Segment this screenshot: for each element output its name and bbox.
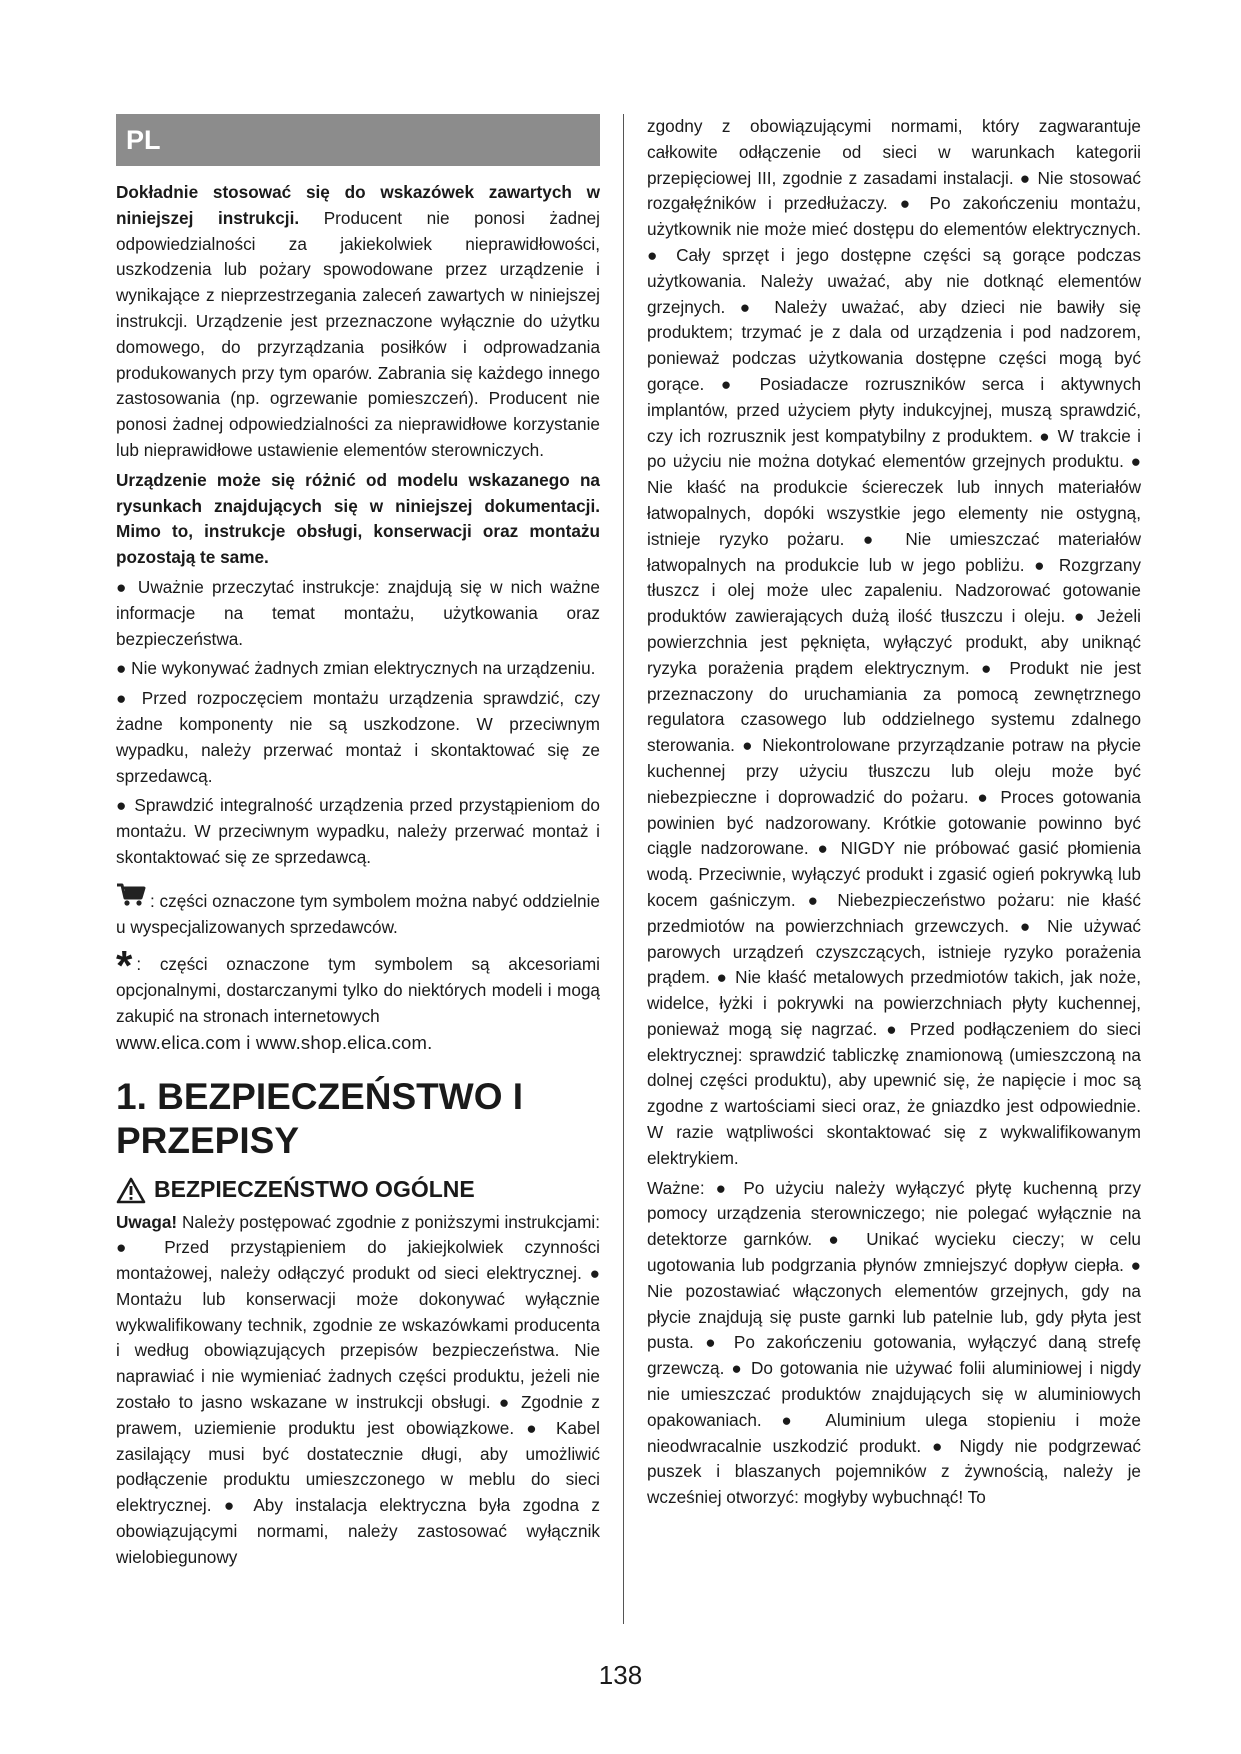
safety-text-left: Należy postępować zgodnie z poniższymi instrukcjami: ● Przed przystąpieniem do jakiejkolwiek czynności montażowej, należy odłączyć produkt od sieci elektrycznej. ● Montażu lub konserwacji może dokonywać wyłącznie wykwalifikowany technik, zgodnie ze wskazówkami producenta i według obowiązujących przepisów bezpieczeństwa. Nie naprawiać i nie wymieniać żadnych części produktu, jeżeli nie zostało to jasno wskazane w instrukcji obsługi. ● Zgodnie z prawem, uziemienie produktu jest obowiązkowe. ● Kabel zasilający musi być dostatecznie długi, aby umożliwić podłączenie produktu umieszczonego w meblu do sieci elektrycznej. ● Aby instalacja elektryczna była zgodna z obowiązującymi normami, należy zastosować wyłącznik wielobiegunowy <box>116 1211 600 1567</box>
column-divider <box>623 114 624 1624</box>
warning-icon <box>116 1177 146 1204</box>
bullet-item: ● Nie wykonywać żadnych zmian elektrycznych na urządzeniu. <box>116 658 596 679</box>
bullet-item: ● Przed rozpoczęciem montażu urządzenia sprawdzić, czy żadne komponenty nie są uszkodzone. W przeciwnym wypadku, należy przerwać montaż i skontaktować się ze sprzedawcą. <box>116 688 600 786</box>
safety-paragraph <box>116 1210 600 1571</box>
subsection-title-text: BEZPIECZEŃSTWO OGÓLNE <box>154 1176 475 1203</box>
right-column <box>647 114 1141 1515</box>
subsection-title <box>116 1177 600 1204</box>
language-label: PL <box>116 114 600 166</box>
model-note: Urządzenie może się różnić od modelu wskazanego na rysunkach znajdujących się w niniejszej dokumentacji. Mimo to, instrukcje obsługi, konserwacji oraz montażu pozostają te same. <box>116 469 600 568</box>
star-note-text: : części oznaczone tym symbolem są akcesoriami opcjonalnymi, dostarczanymi tylko do niektórych modeli i mogą zakupić na stronach internetowych <box>116 954 600 1026</box>
website-links: www.elica.com i www.shop.elica.com. <box>116 1031 433 1053</box>
left-column <box>116 114 600 1575</box>
page-number: 138 <box>598 1660 643 1690</box>
cart-note <box>116 883 600 941</box>
star-note <box>116 942 600 1056</box>
bullet-item: ● Sprawdzić integralność urządzenia przed przystąpieniom do montażu. W przeciwnym wypadku, należy przerwać montaż i skontaktować się ze sprzedawcą. <box>116 795 600 867</box>
asterisk-icon: * <box>116 942 133 990</box>
cart-note-text: : części oznaczone tym symbolem można nabyć oddzielnie u wyspecjalizowanych sprzedawców. <box>116 890 600 937</box>
warning-label: Uwaga! <box>116 1211 178 1232</box>
bullet-item: ● Uważnie przeczytać instrukcje: znajdują się w nich ważne informacje na temat montażu, użytkowania oraz bezpieczeństwa. <box>116 576 600 649</box>
safety-text-right: zgodny z obowiązującymi normami, który zagwarantuje całkowite odłączenie od sieci w warunkach kategorii przepięciowej III, zgodnie z zasadami instalacji. ● Nie stosować rozgałęźników i przedłużaczy. ● Po zakończeniu montażu, użytkownik nie może mieć dostępu do elementów elektrycznych. ● Cały sprzęt i jego dostępne części są gorące podczas użytkowania. Należy uważać, aby nie dotknąć elementów grzejnych. ● Należy uważać, aby dzieci nie bawiły się produktem; trzymać je z dala od urządzenia i pod nadzorem, ponieważ podczas użytkowania dostępne części mogą być gorące. ● Posiadacze rozruszników serca i aktywnych implantów, przed użyciem płyty indukcyjnej, muszą sprawdzić, czy ich rozrusznik jest kompatybilny z produktem. ● W trakcie i po użyciu nie można dotykać elementów grzejnych produktu. ● Nie kłaść na produkcie ściereczek lub innych materiałów łatwopalnych, dopóki wszystkie jego elementy nie ostygną, istnieje ryzyko pożaru. ● Nie umieszczać materiałów łatwopalnych na produkcie lub w jego pobliżu. ● Rozgrzany tłuszcz i olej może ulec zapaleniu. Nadzorować gotowanie produktów zawierających dużą ilość tłuszczu i oleju. ● Jeżeli powierzchnia jest pęknięta, wyłączyć produkt, aby uniknąć ryzyka porażenia prądem elektrycznym. ● Produkt nie jest przeznaczony do uruchamiania za pomocą zewnętrznego regulatora czasowego lub oddzielnego systemu zdalnego sterowania. ● Niekontrolowane przyrządzanie potraw na płycie kuchennej przy użyciu tłuszczu lub oleju może być niebezpieczne i doprowadzić do pożaru. ● Proces gotowania powinien być nadzorowany. Krótkie gotowanie powinno być ciągle nadzorowane. ● NIGDY nie próbować gasić płomienia wodą. Przeciwnie, wyłączyć produkt i zgasić ogień pokrywką lub kocem gaśniczym. ● Niebezpieczeństwo pożaru: nie kłaść przedmiotów na powierzchniach grzewczych. ● Nie używać parowych urządzeń czyszczących, istnieje ryzyko porażenia prądem. ● Nie kłaść metalowych przedmiotów takich, jak noże, widelce, łyżki i pokrywki na powierzchniach płyty kuchennej, ponieważ mogą się nagrzać. ● Przed podłączeniem do sieci elektrycznej: sprawdzić tabliczkę znamionową (umieszczoną na dolnej części produktu), aby upewnić się, że napięcie i moc są zgodne z wartościami sieci oraz, że gniazdko jest odpowiednie. W razie wątpliwości skontaktować się z wykwalifikowanym elektrykiem. <box>647 116 1141 1168</box>
intro-text: Producent nie ponosi żadnej odpowiedzialności za jakiekolwiek nieprawidłowości, uszkodzenia lub pożary spowodowane przez urządzenie i wynikające z nieprzestrzegania zaleceń zawartych w niniejszej instrukcji. Urządzenie jest przeznaczone wyłącznie do użytku domowego, do przyrządzania posiłków i odprowadzania produkowanych przy tym oparów. Zabrania się każdego innego zastosowania (np. ogrzewanie pomieszczeń). Producent nie ponosi żadnej odpowiedzialności za nieprawidłowe korzystanie lub nieprawidłowe ustawienie elementów sterowniczych. <box>116 207 600 460</box>
intro-bold-lead: Dokładnie stosować się do wskazówek zawartych w niniejszej instrukcji. <box>116 182 600 228</box>
section-title: 1. BEZPIECZEŃSTWO I PRZEPISY <box>116 1075 524 1161</box>
intro-paragraph <box>116 180 600 464</box>
shopping-cart-icon <box>116 883 146 915</box>
important-paragraph: Ważne: ● Po użyciu należy wyłączyć płytę kuchenną przy pomocy urządzenia sterowniczego; nie polegać wyłącznie na detektorze garnków. ● Unikać wycieku cieczy; w celu ugotowania lub podgrzania płynów zmniejszyć dopływ ciepła. ● Nie pozostawiać włączonych elementów grzejnych, gdy na płycie znajdują się puste garnki lub patelnie lub, gdy płyta jest pusta. ● Po zakończeniu gotowania, wyłączyć daną strefę grzewczą. ● Do gotowania nie używać folii aluminiowej i nigdy nie umieszczać produktów znajdujących się w aluminiowych opakowaniach. ● Aluminium ulega stopieniu i może nieodwracalnie uszkodzić produkt. ● Nigdy nie podgrzewać puszek i blaszanych pojemników z żywnością, należy je wcześniej otworzyć: mogłyby wybuchnąć! To <box>647 1177 1141 1508</box>
